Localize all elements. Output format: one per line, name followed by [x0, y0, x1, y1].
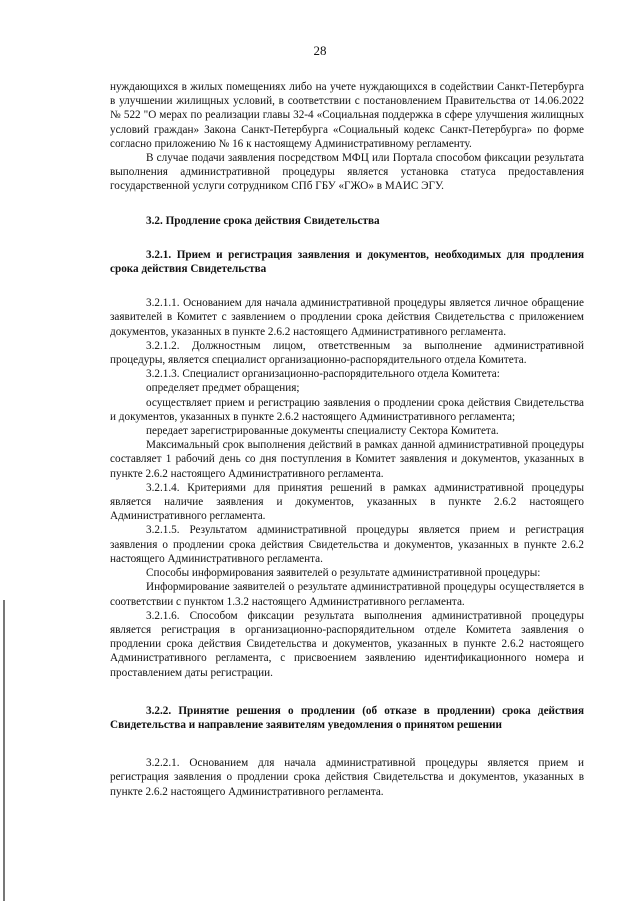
paragraph-3-2-1-4: 3.2.1.4. Критериями для принятия решений в рамках административной процедуры является наличие заявления и документов, указанных в пункте 2.6.2 настоящего Административного регламента.	[110, 481, 584, 523]
paragraph-mfc-portal: В случае подачи заявления посредством МФЦ или Портала способом фиксации результата выполнения административной процедуры является установка статуса предоставления государственной услуги сотрудником СПб ГБУ «ГЖО» в МАИС ЭГУ.	[110, 152, 584, 193]
list-item-receive-register: осуществляет прием и регистрацию заявления о продлении срока действия Свидетельства и документов, указанных в пункте 2.6.2 настоящего Административного регламента;	[110, 396, 584, 423]
paragraph-3-2-1-6: 3.2.1.6. Способом фиксации результата выполнения административной процедуры является регистрация в организационно-распорядительном отделе Комитета заявления о продлении срока действия Свидетельства и документов, указанных в пункте 2.6.2 настоящего Административного регламента, с присвоением заявлению идентификационного номера и проставлением даты регистрации.	[110, 609, 584, 679]
paragraph-3-2-1-1: 3.2.1.1. Основанием для начала административной процедуры является личное обращение заявителей в Комитет с заявлением о продлении срока действия Свидетельства с приложением документов, указанных в пункте 2.6.2 настоящего Административного регламента.	[110, 297, 584, 338]
paragraph-3-2-1-3: 3.2.1.3. Специалист организационно-распорядительного отдела Комитета:	[146, 368, 500, 381]
paragraph-3-2-1-2: 3.2.1.2. Должностным лицом, ответственным за выполнение административной процедуры, является специалист организационно-распорядительного отдела Комитета.	[110, 339, 584, 367]
heading-3-2-2: 3.2.2. Принятие решения о продлении (об отказе в продлении) срока действия Свидетельства и направление заявителям уведомления о принятом решении	[110, 704, 584, 731]
document-body	[110, 80, 584, 799]
list-item-transfer-documents: передает зарегистрированные документы специалисту Сектора Комитета.	[146, 425, 499, 438]
scan-edge-line	[3, 600, 5, 901]
paragraph-inform-methods: Способы информирования заявителей о результате административной процедуры:	[146, 567, 541, 580]
paragraph-max-term: Максимальный срок выполнения действий в рамках данной административной процедуры составляет 1 рабочий день со дня поступления в Комитет заявления и документов, указанных в пункте 2.6.2 настоящего Административного регламента.	[110, 439, 584, 480]
paragraph-3-2-1-5: 3.2.1.5. Результатом административной процедуры является прием и регистрация заявления о продлении срока действия Свидетельства и документов, указанных в пункте 2.6.2 настоящего Административного регламента.	[110, 524, 584, 565]
heading-3-2-1: 3.2.1. Прием и регистрация заявления и документов, необходимых для продления срока действия Свидетельства	[110, 248, 584, 276]
paragraph-informing: Информирование заявителей о результате административной процедуры осуществляется в соответствии с пунктом 1.3.2 настоящего Административного регламента.	[110, 581, 584, 608]
page-number: 28	[313, 43, 327, 58]
heading-3-2: 3.2. Продление срока действия Свидетельства	[146, 214, 380, 227]
paragraph-3-2-2-1: 3.2.2.1. Основанием для начала административной процедуры является прием и регистрация заявления о продлении срока действия Свидетельства и документов, указанных в пункте 2.6.2 настоящего Административного регламента.	[110, 757, 584, 798]
paragraph-continuation: нуждающихся в жилых помещениях либо на учете нуждающихся в содействии Санкт-Петербурга в улучшении жилищных условий, в соответствии с постановлением Правительства от 14.06.2022 № 522 "О мерах по реализации главы 32-4 «Социальная поддержка в сфере улучшения жилищных условий граждан» Закона Санкт-Петербурга «Социальный кодекс Санкт-Петербурга» по форме согласно приложению № 16 к настоящему Административному регламенту.	[110, 81, 584, 150]
list-item-determine-subject: определяет предмет обращения;	[146, 382, 300, 395]
